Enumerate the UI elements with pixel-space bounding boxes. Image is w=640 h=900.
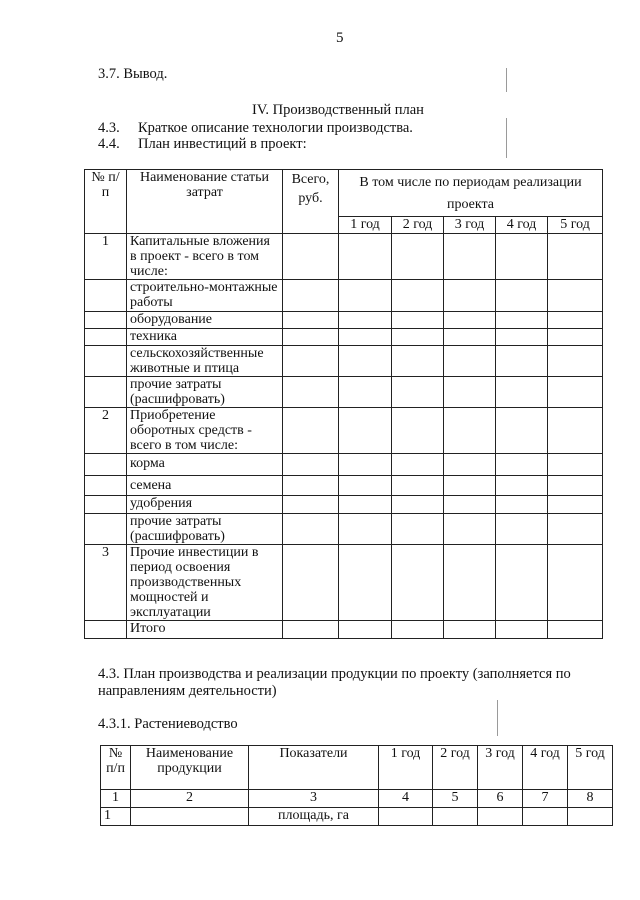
cost-item-name: сельскохозяйственные животные и птица [127,346,283,377]
cost-item-name: прочие затраты (расшифровать) [127,514,283,545]
table-row [85,454,603,476]
table-row [85,377,603,408]
header-cost-item: Наименование статьи затрат [127,170,283,234]
section-3-7-heading: 3.7. Вывод. [98,66,168,82]
row-number [85,476,127,496]
table-row [85,346,603,377]
header-indicators: Показатели [249,746,379,790]
section-4-3-1-crop-production: 4.3.1. Растениеводство [98,716,238,732]
header-year-3: 3 год [478,746,523,790]
header-year-1: 1 год [339,217,392,234]
cost-item-name: техника [127,329,283,346]
table-row [85,496,603,514]
indicator: площадь, га [249,808,379,826]
row-number [85,312,127,329]
table-row [85,329,603,346]
table-row [85,234,603,280]
item-4-3-text: Краткое описание технологии производства. [138,120,413,136]
header-year-2: 2 год [392,217,444,234]
cost-item-name: Приобретение оборотных средств - всего в том числе: [127,408,283,454]
row-number [85,621,127,639]
cost-item-name: корма [127,454,283,476]
table-row [85,545,603,621]
header-year-5: 5 год [568,746,613,790]
header-no: № п/п [101,746,131,790]
column-number: 3 [249,790,379,808]
row-number [85,454,127,476]
cost-item-name: прочие затраты (расшифровать) [127,377,283,408]
header-product-name: Наименование продукции [131,746,249,790]
scan-mark [506,68,507,92]
header-no: № п/п [85,170,127,234]
header-year-4: 4 год [496,217,548,234]
row-number [85,280,127,312]
column-number: 7 [523,790,568,808]
column-number: 1 [101,790,131,808]
item-4-4-text: План инвестиций в проект: [138,136,307,152]
table-row [85,408,603,454]
scan-mark [506,118,507,158]
investment-plan-table [84,169,603,639]
row-number: 1 [101,808,131,826]
header-year-4: 4 год [523,746,568,790]
header-year-2: 2 год [433,746,478,790]
row-number [85,346,127,377]
column-numbering-row [101,790,613,808]
item-4-4-number: 4.4. [98,136,120,152]
row-number: 1 [85,234,127,280]
cost-item-name: Прочие инвестиции в период освоения производственных мощностей и эксплуатации [127,545,283,621]
section-4-3-production-plan: 4.3. План производства и реализации продукции по проекту (заполняется по направлениям деятельности) [98,666,571,699]
column-number: 2 [131,790,249,808]
row-number [85,329,127,346]
table-row [85,514,603,545]
table-row [85,312,603,329]
column-number: 6 [478,790,523,808]
header-periods: В том числе по периодам реализации проекта [339,170,603,217]
table-row [85,476,603,496]
table-row-total [85,621,603,639]
scan-mark [497,700,498,736]
cost-item-name: Итого [127,621,283,639]
table-row [85,280,603,312]
page-number: 5 [336,30,344,46]
section-iv-title: IV. Производственный план [252,102,424,118]
cost-item-name: строительно-монтажные работы [127,280,283,312]
product-name [131,808,249,826]
cost-item-name: удобрения [127,496,283,514]
row-number [85,377,127,408]
cost-item-name: Капитальные вложения в проект - всего в том числе: [127,234,283,280]
column-number: 8 [568,790,613,808]
production-plan-table [100,745,613,826]
column-number: 4 [379,790,433,808]
item-4-3-number: 4.3. [98,120,120,136]
header-year-5: 5 год [548,217,603,234]
cost-item-name: семена [127,476,283,496]
row-number [85,496,127,514]
row-number [85,514,127,545]
row-number: 2 [85,408,127,454]
header-year-3: 3 год [444,217,496,234]
row-number: 3 [85,545,127,621]
cost-item-name: оборудование [127,312,283,329]
table-row [101,808,613,826]
column-number: 5 [433,790,478,808]
header-total: Всего, руб. [283,170,339,234]
header-year-1: 1 год [379,746,433,790]
